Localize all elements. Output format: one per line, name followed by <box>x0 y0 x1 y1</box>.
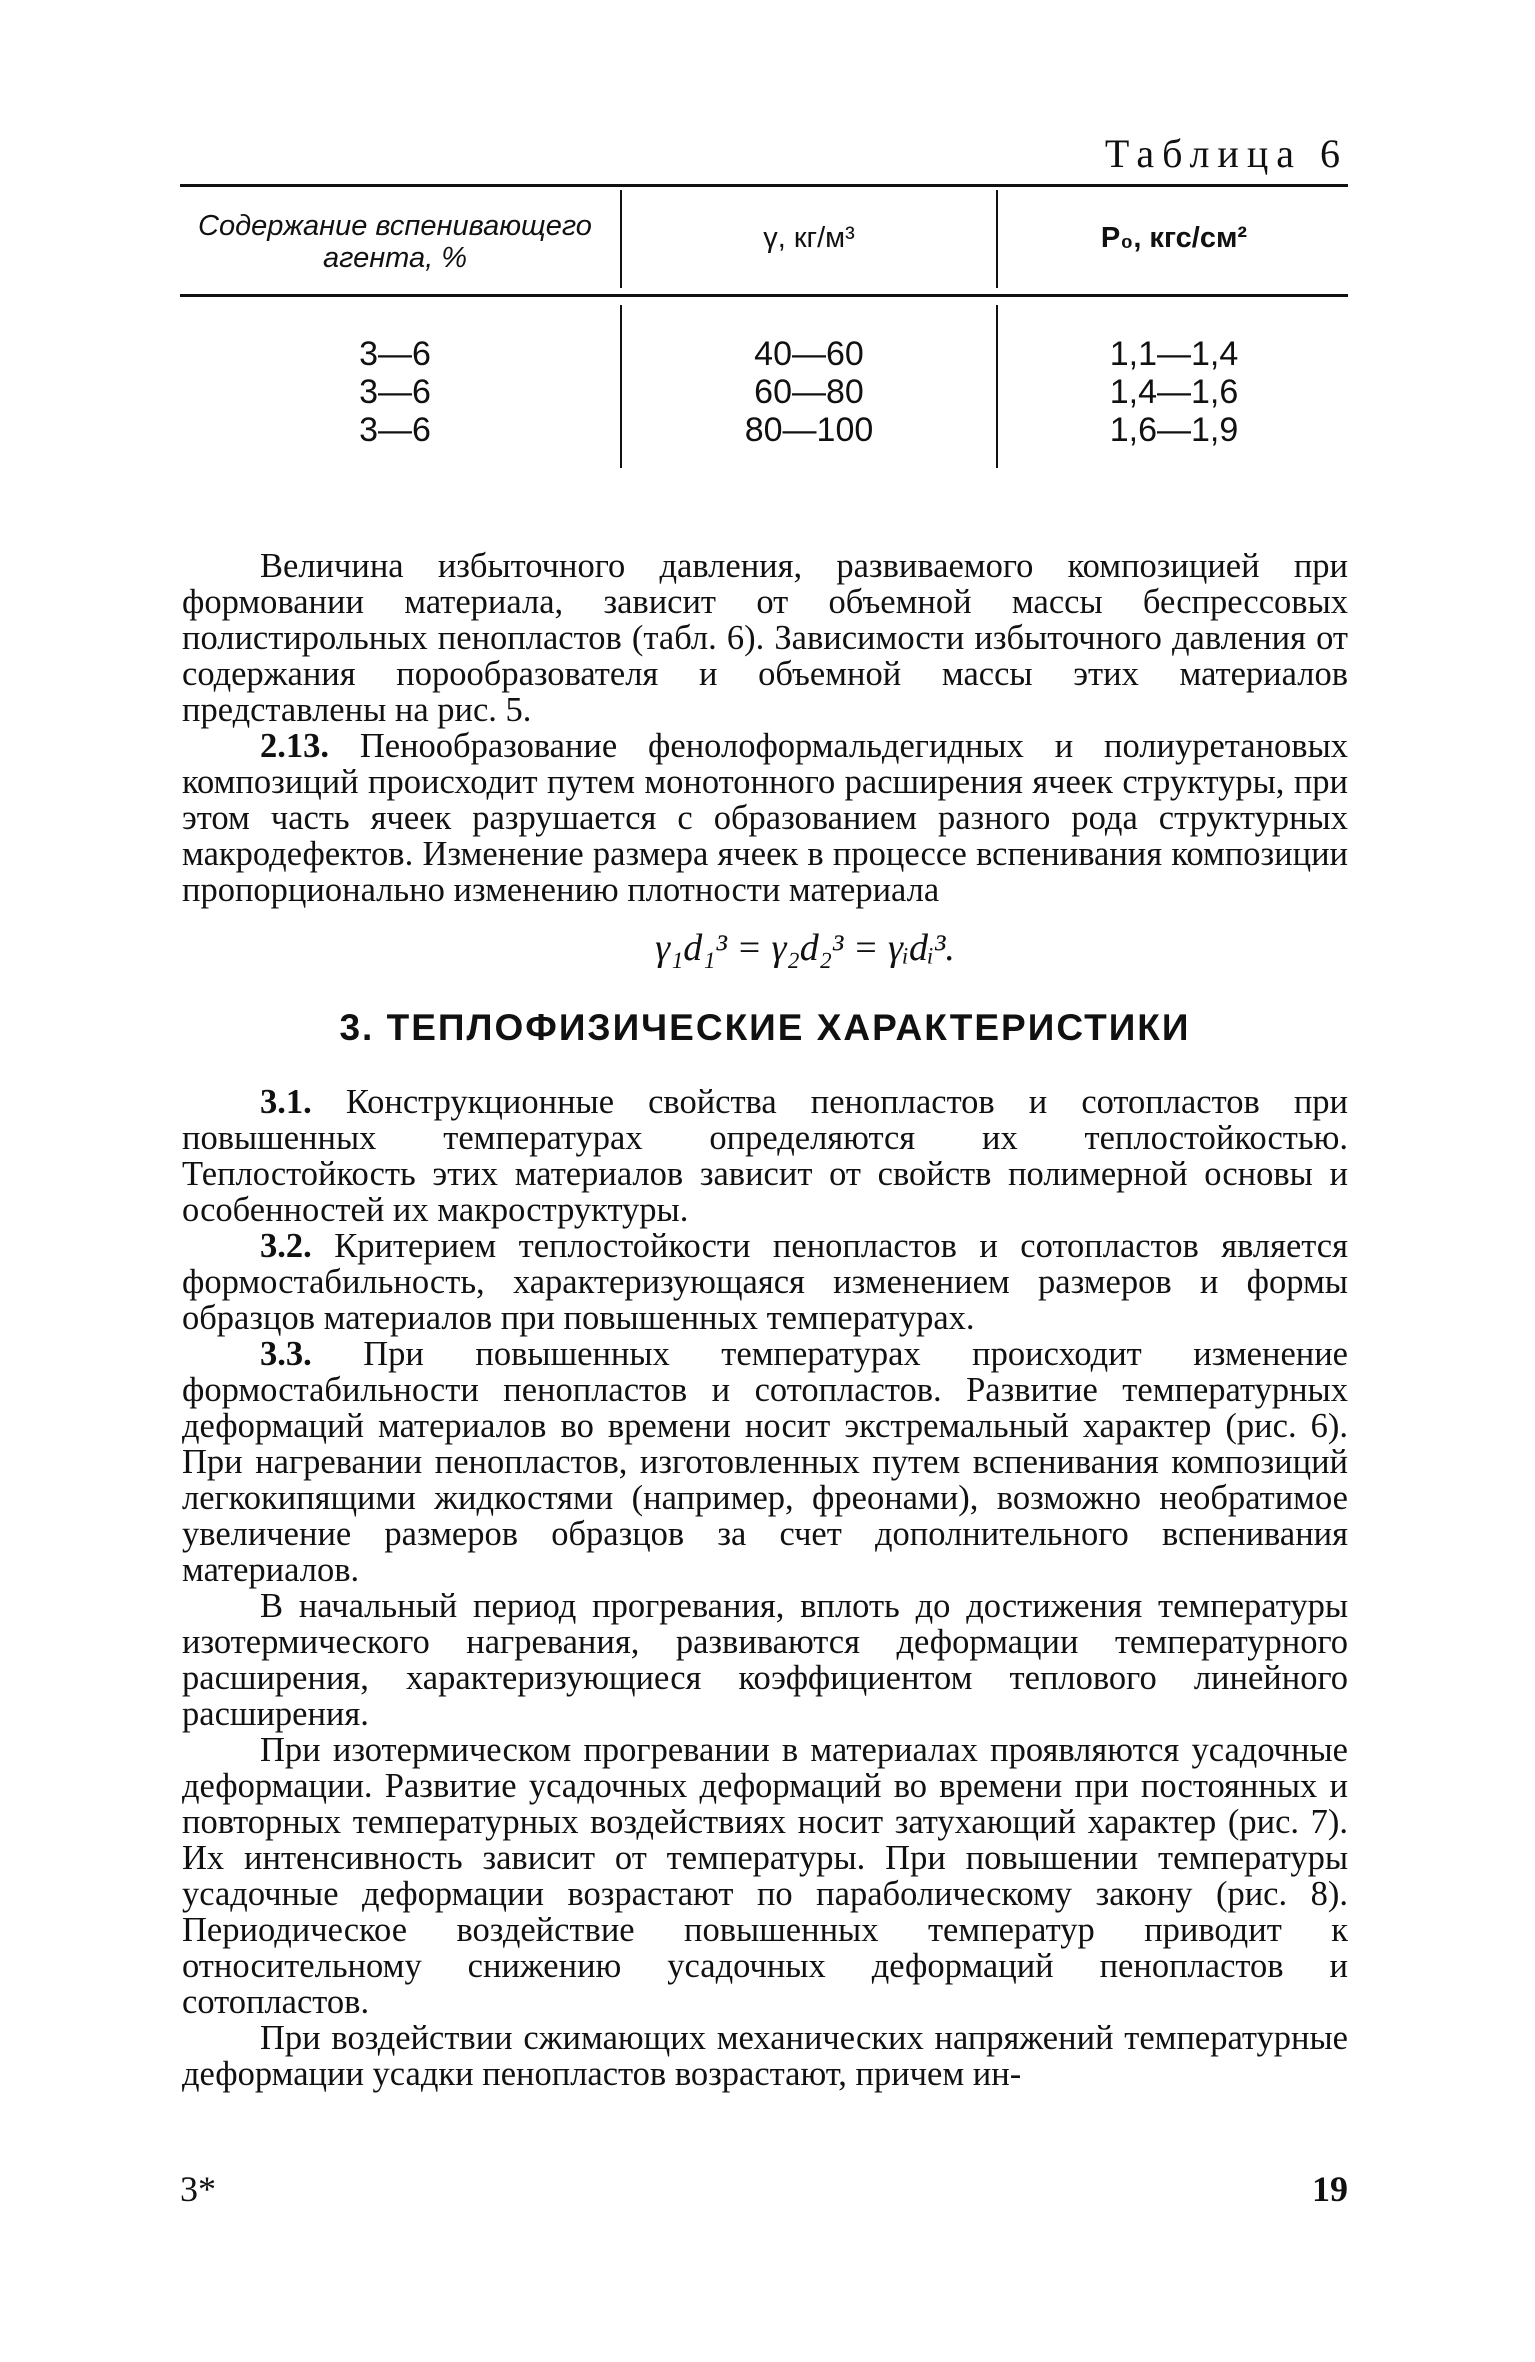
data-table <box>180 180 1348 470</box>
table-divider <box>996 305 998 468</box>
paragraph <box>182 1228 1348 1336</box>
table-header-agent: Содержание вспенивающего агента, % <box>198 210 592 274</box>
body-text <box>182 548 1348 2092</box>
table-divider <box>620 190 622 288</box>
section-number: 2.13. <box>260 727 329 765</box>
paragraph <box>182 1084 1348 1228</box>
section-number: 3.1. <box>260 1083 312 1121</box>
paragraph: При изотермическом прогревании в материалах проявляются усадочные деформации. Развитие усадочных деформаций во времени при постоянных и повторных температурных воздействиях носит затухающий характер (рис. 7). Их интенсивность зависит от температуры. При повышении температуры усадочные деформации возрастают по параболическому закону (рис. 8). Периодическое воздействие повышенных температур приводит к относительному снижению усадочных деформаций пенопластов и сотопластов. <box>182 1731 1348 2021</box>
table-cell: 1,4—1,6 <box>1109 373 1239 411</box>
paragraph <box>182 1336 1348 1588</box>
section-heading: 3. ТЕПЛОФИЗИЧЕСКИЕ ХАРАКТЕРИСТИКИ <box>339 1007 1191 1048</box>
signature-mark: 3* <box>180 2169 216 2209</box>
section-number: 3.2. <box>260 1227 312 1265</box>
paragraph-text: Пенообразование фенолоформальдегидных и полиуретановых композиций происходит путем монотонного расширения ячеек структуры, при этом часть ячеек разрушается с образованием разного рода структурных макродефектов. Изменение размера ячеек в процессе вспенивания композиции пропорционально изменению плотности материала <box>182 727 1348 909</box>
table-caption: Таблица 6 <box>1104 131 1348 176</box>
table-divider <box>620 305 622 468</box>
table-header-rule <box>180 294 1348 297</box>
table-header-pressure: P₀, кгс/см² <box>1100 222 1248 254</box>
table-cell: 80—100 <box>744 411 874 449</box>
table-cell: 1,1—1,4 <box>1109 335 1239 373</box>
paragraph-text: Критерием теплостойкости пенопластов и сотопластов является формостабильность, характеризующаяся изменением размеров и формы образцов материалов при повышенных температурах. <box>182 1227 1348 1337</box>
table-cell: 3—6 <box>359 373 431 411</box>
page-number: 19 <box>1312 2169 1348 2209</box>
table-column-pressure <box>1000 335 1348 449</box>
table-cell: 40—60 <box>754 335 864 373</box>
formula: γ₁d₁³ = γ₂d₂³ = γᵢdᵢ³. <box>655 927 955 969</box>
section-number: 3.3. <box>260 1335 312 1373</box>
table-cell: 3—6 <box>359 335 431 373</box>
paragraph: Величина избыточного давления, развиваемого композицией при формовании материала, зависит от объемной массы беспрессовых полистирольных пенопластов (табл. 6). Зависимости избыточного давления от содержания порообразователя и объемной массы этих материалов представлены на рис. 5. <box>182 547 1348 729</box>
table-column-agent <box>180 335 610 449</box>
table-divider <box>996 190 998 288</box>
table-header-density: γ, кг/м³ <box>763 222 855 254</box>
table-cell: 1,6—1,9 <box>1109 411 1239 449</box>
table-top-rule <box>180 184 1348 187</box>
table-cell: 3—6 <box>359 411 431 449</box>
paragraph-text: Конструкционные свойства пенопластов и сотопластов при повышенных температурах определяются их теплостойкостью. Теплостойкость этих материалов зависит от свойств полимерной основы и особенностей их макроструктуры. <box>182 1083 1348 1229</box>
table-cell: 60—80 <box>754 373 864 411</box>
paragraph-text: При повышенных температурах происходит изменение формостабильности пенопластов и сотопластов. Развитие температурных деформаций материалов во времени носит экстремальный характер (рис. 6). При нагревании пенопластов, изготовленных путем вспенивания композиций легкокипящими жидкостями (например, фреонами), возможно необратимое увеличение размеров образцов за счет дополнительного вспенивания материалов. <box>182 1335 1348 1589</box>
paragraph <box>182 728 1348 908</box>
table-column-density <box>625 335 993 449</box>
paragraph: В начальный период прогревания, вплоть до достижения температуры изотермического нагревания, развиваются деформации температурного расширения, характеризующиеся коэффициентом теплового линейного расширения. <box>182 1587 1348 1733</box>
paragraph: При воздействии сжимающих механических напряжений температурные деформации усадки пенопластов возрастают, причем ин- <box>182 2019 1348 2093</box>
